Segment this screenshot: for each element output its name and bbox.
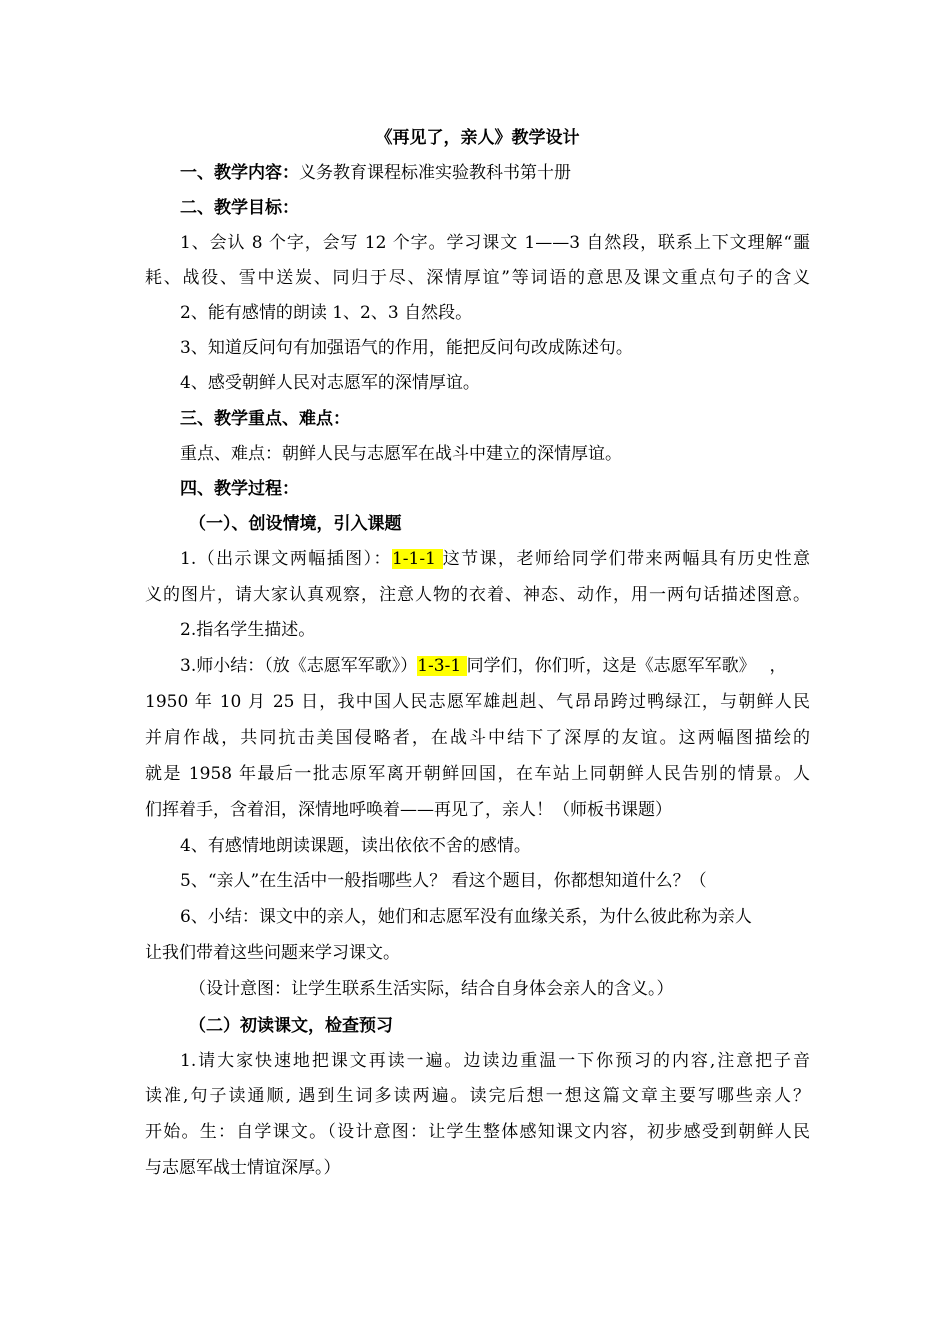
paragraph-text: 1.（出示课文两幅插图）： [180,549,392,569]
paragraph-line: 读准,句子读通顺, 遇到生词多读两遍。读完后想一想这篇文章主要写哪些亲人？ [145,1086,810,1106]
paragraph-text: 同学们，你们听，这是《志愿军军歌》 ， [466,656,787,676]
section-heading: 四、教学过程： [180,479,299,499]
paragraph-line: 2、能有感情的朗读 1、2、3 自然段。 [180,303,473,323]
paragraph-line: 义的图片，请大家认真观察，注意人物的衣着、神态、动作，用一两句话描述图意。 [145,585,810,605]
paragraph-line [180,656,810,676]
paragraph-line: 4、感受朝鲜人民对志愿军的深情厚谊。 [180,373,480,393]
section-heading: 二、教学目标： [180,198,299,218]
subsection-heading: （二）初读课文，检查预习 [189,1016,393,1036]
section-heading: 一、教学内容： [180,163,299,183]
paragraph-line [180,549,810,569]
paragraph-line: 就是 1958 年最后一批志原军离开朝鲜回国，在车站上同朝鲜人民告别的情景。人 [145,764,810,784]
document-title: 《再见了，亲人》教学设计 [375,128,580,148]
paragraph-line: 5、“亲人”在生活中一般指哪些人？ 看这个题目，你都想知道什么？（ [180,871,707,891]
paragraph-text: 这节课，老师给同学们带来两幅具有历史性意 [442,549,810,569]
paragraph-line: 耗、战役、雪中送炭、同归于尽、深情厚谊”等词语的意思及课文重点句子的含义 [145,268,810,288]
paragraph-line: 们挥着手，含着泪，深情地呼唤着——再见了，亲人！（师板书课题） [145,800,672,820]
paragraph-text: 3.师小结：（放《志愿军军歌》） [180,656,418,676]
paragraph-line: 1、会认 8 个字，会写 12 个字。学习课文 1——3 自然段，联系上下文理解“噩 [180,233,810,253]
subsection-heading: （一）、创设情境，引入课题 [189,514,402,534]
design-intent-note: （设计意图：让学生联系生活实际，结合自身体会亲人的含义。） [189,979,674,999]
paragraph-line: 开始。生：自学课文。（设计意图：让学生整体感知课文内容，初步感受到朝鲜人民 [145,1122,810,1142]
teaching-content-line [180,163,810,183]
paragraph-line: 1950 年 10 月 25 日，我中国人民志愿军雄赳赳、气昂昂跨过鸭绿江，与朝鲜人民 [145,692,810,712]
paragraph-line: 6、小结：课文中的亲人，她们和志愿军没有血缘关系，为什么彼此称为亲人 [180,907,752,927]
paragraph-line: 与志愿军战士情谊深厚。） [145,1158,341,1178]
paragraph-line: 4、有感情地朗读课题，读出依依不舍的感情。 [180,836,531,856]
paragraph-line: 1.请大家快速地把课文再读一遍。边读边重温一下你预习的内容,注意把子音 [180,1051,810,1071]
highlight-tag: 1-1-1 [391,549,443,569]
paragraph-line: 3、知道反问句有加强语气的作用，能把反问句改成陈述句。 [180,338,633,358]
section-heading: 三、教学重点、难点： [180,409,350,429]
section-text: 义务教育课程标准实验教科书第十册 [299,163,571,183]
highlight-tag: 1-3-1 [417,656,467,676]
paragraph-line: 并肩作战，共同抗击美国侵略者，在战斗中结下了深厚的友谊。这两幅图描绘的 [145,728,810,748]
paragraph-line: 重点、难点：朝鲜人民与志愿军在战斗中建立的深情厚谊。 [180,444,622,464]
paragraph-line: 2.指名学生描述。 [180,620,316,640]
paragraph-line: 让我们带着这些问题来学习课文。 [145,943,400,963]
